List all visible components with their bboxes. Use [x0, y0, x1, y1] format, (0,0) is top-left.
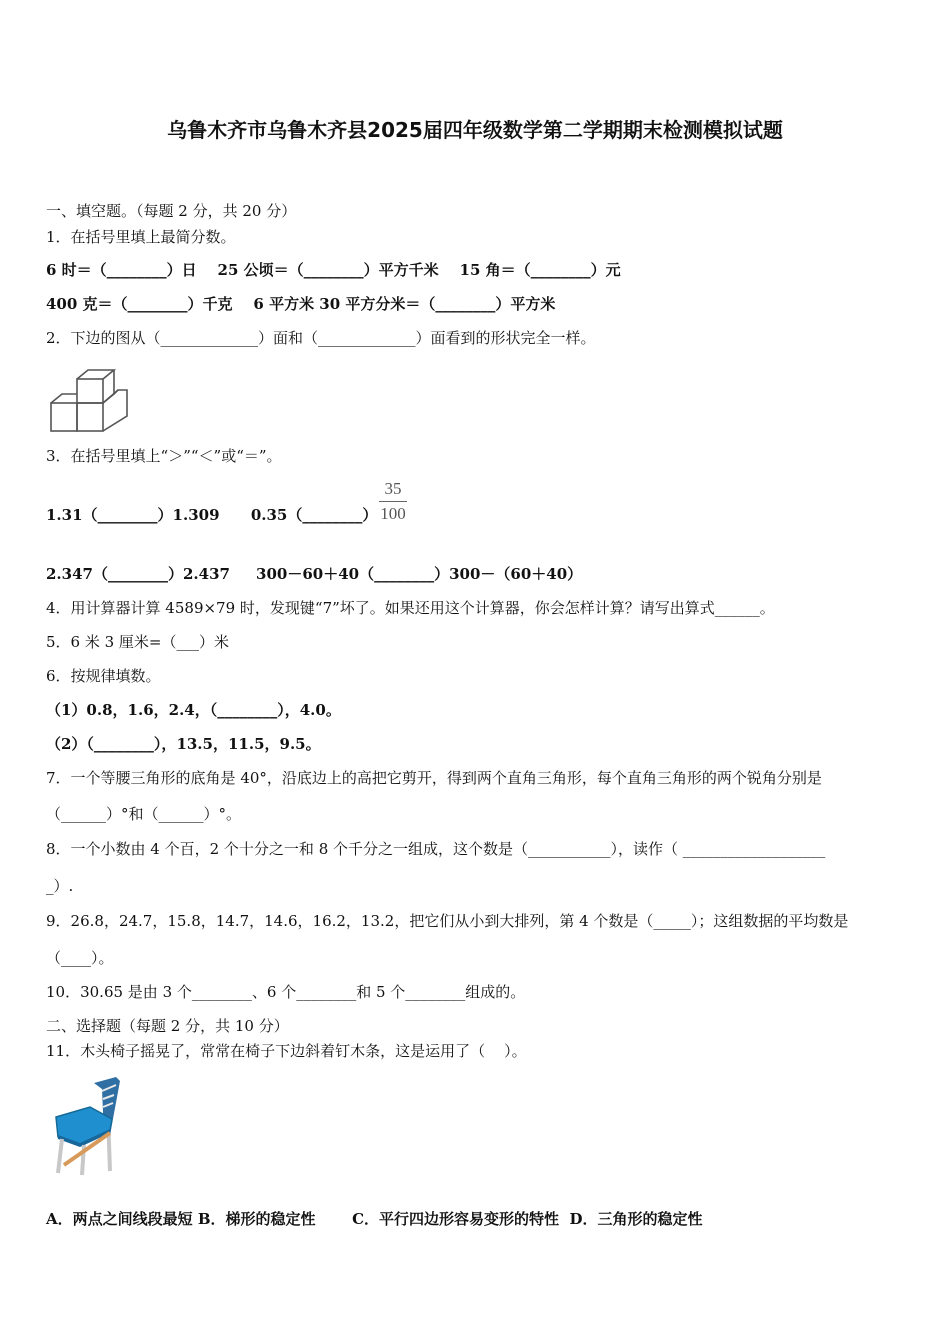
fraction-35-over-100	[378, 479, 408, 524]
fraction-denominator: 100	[380, 504, 406, 523]
q3-stem: 3．在括号里填上“＞”“＜”或“＝”。	[46, 447, 282, 465]
q6-line-2: （2）（________），13.5，11.5，9.5。	[46, 735, 321, 753]
q2-stem: 2．下边的图从（_____________）面和（_____________）面看到的形状完全一样。	[46, 329, 596, 347]
cube-stack-figure	[46, 368, 132, 434]
q3-line-2: 2.347（________）2.437 300－60＋40（________）300－（60＋40）	[46, 565, 583, 583]
section-2-heading: 二、选择题（每题 2 分，共 10 分）	[46, 1017, 289, 1035]
q11-stem: 11．木头椅子摇晃了，常常在椅子下边斜着钉木条，这是运用了（ ）。	[46, 1042, 527, 1060]
fraction-numerator: 35	[384, 479, 402, 498]
q9-line-1: 9．26.8，24.7，15.8，14.7，14.6，16.2，13.2，把它们从小到大排列，第 4 个数是（_____）；这组数据的平均数是	[46, 912, 849, 930]
q4: 4．用计算器计算 4589×79 时，发现键“7”坏了。如果还用这个计算器，你会怎样计算？请写出算式______。	[46, 599, 775, 617]
section-1-heading: 一、填空题。（每题 2 分，共 20 分）	[46, 202, 297, 220]
q10: 10．30.65 是由 3 个________、6 个________和 5 个________组成的。	[46, 983, 526, 1001]
exam-title: 乌鲁木齐市乌鲁木齐县2025届四年级数学第二学期期末检测模拟试题	[167, 118, 783, 142]
q1-line-2: 400 克＝（________）千克 6 平方米 30 平方分米＝（________）平方米	[46, 295, 556, 313]
fraction-bar	[379, 501, 407, 502]
q7-line-1: 7．一个等腰三角形的底角是 40°，沿底边上的高把它剪开，得到两个直角三角形，每个直角三角形的两个锐角分别是	[46, 769, 822, 787]
q5: 5．6 米 3 厘米=（___）米	[46, 633, 230, 651]
q6-stem: 6．按规律填数。	[46, 667, 161, 685]
q11-options: A．两点之间线段最短 B．梯形的稳定性 C．平行四边形容易变形的特性 D．三角形的稳定性	[46, 1210, 703, 1228]
q3-line-1: 1.31（________）1.309 0.35（________）	[46, 506, 378, 524]
q9-line-2: （____）。	[46, 949, 114, 967]
q7-line-2: （______）°和（______）°。	[46, 805, 242, 823]
q1-line-1: 6 时＝（________）日 25 公顷＝（________）平方千米 15 角＝（________）元	[46, 261, 621, 279]
q1-stem: 1．在括号里填上最简分数。	[46, 228, 236, 246]
q8-line-1: 8．一个小数由 4 个百，2 个十分之一和 8 个千分之一组成，这个数是（___________），读作（ ___________________	[46, 840, 826, 858]
q6-line-1: （1）0.8，1.6，2.4，（________），4.0。	[46, 701, 341, 719]
q8-line-2: _）.	[46, 877, 74, 895]
chair-figure	[50, 1075, 130, 1177]
